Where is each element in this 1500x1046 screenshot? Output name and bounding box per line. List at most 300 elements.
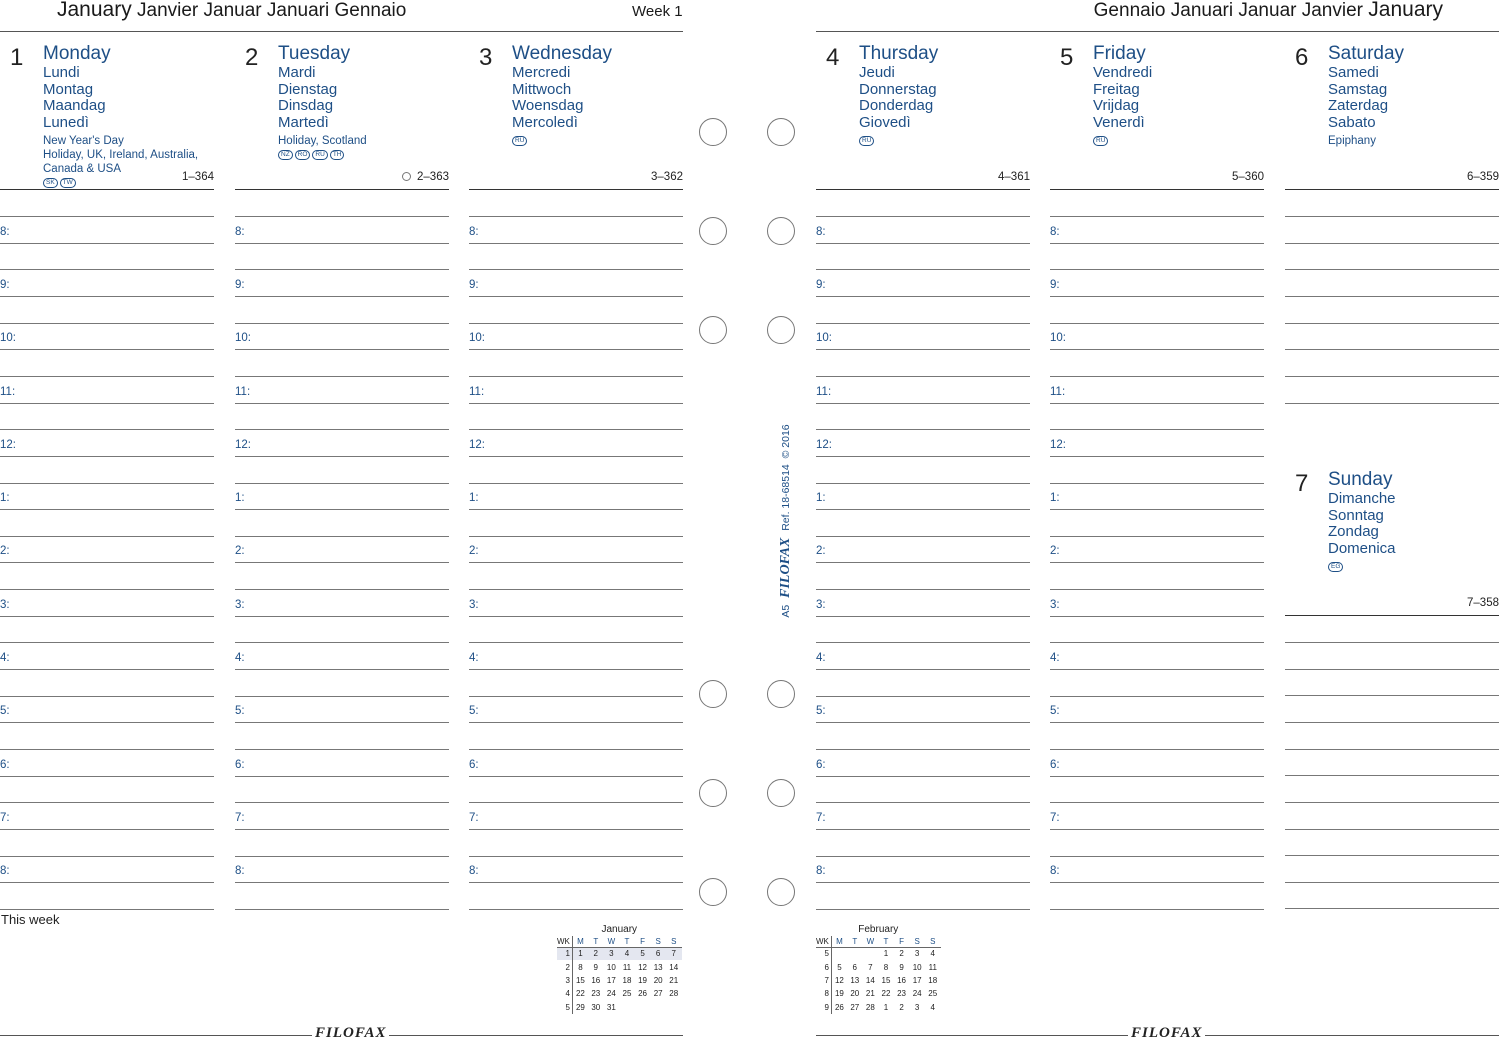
rule-line bbox=[469, 216, 683, 217]
rule-line bbox=[1050, 349, 1264, 350]
day-number: 7 bbox=[1295, 470, 1309, 497]
day-number: 6 bbox=[1295, 44, 1309, 71]
rule-line bbox=[469, 589, 683, 590]
day-events bbox=[278, 134, 367, 148]
hour-label: 11: bbox=[816, 386, 832, 398]
day-count bbox=[1467, 597, 1499, 609]
hour-label: 6: bbox=[235, 759, 245, 771]
hour-label: 6: bbox=[1050, 759, 1060, 771]
day-names bbox=[278, 43, 350, 131]
hour-label: 12: bbox=[235, 439, 251, 451]
mini-calendar-cell: 23 bbox=[897, 989, 907, 999]
hour-label: 12: bbox=[0, 439, 16, 451]
day-count bbox=[402, 171, 449, 183]
rule-line bbox=[0, 589, 214, 590]
hour-label: 1: bbox=[469, 492, 479, 504]
mini-calendar-header: T bbox=[619, 936, 635, 947]
mini-calendar-cell: 3 bbox=[557, 974, 572, 987]
punch-hole bbox=[699, 878, 727, 906]
day-count bbox=[651, 171, 683, 183]
country-badge: RO bbox=[295, 150, 311, 160]
day-count bbox=[1232, 171, 1264, 183]
rule-line bbox=[235, 829, 449, 830]
day-name-translation: Jeudi bbox=[859, 64, 895, 81]
rule-line bbox=[235, 296, 449, 297]
rule-line bbox=[235, 669, 449, 670]
hour-label: 2: bbox=[0, 545, 10, 557]
rule-line bbox=[1050, 562, 1264, 563]
right-month-primary: January bbox=[1368, 0, 1443, 21]
rule-line bbox=[469, 483, 683, 484]
mini-calendar-grid bbox=[816, 936, 941, 1014]
day-header-rule bbox=[1285, 189, 1499, 190]
rule-line bbox=[235, 456, 449, 457]
hour-label: 1: bbox=[0, 492, 10, 504]
rule-line bbox=[235, 696, 449, 697]
country-badge: RU bbox=[1093, 136, 1108, 146]
holiday-badges bbox=[859, 136, 874, 146]
rule-line bbox=[816, 642, 1030, 643]
mini-calendar-cell: 8 bbox=[816, 987, 831, 1000]
day-name-english: Wednesday bbox=[512, 43, 612, 64]
rule-line bbox=[235, 642, 449, 643]
hour-label: 5: bbox=[1050, 705, 1060, 717]
day-header-rule bbox=[469, 189, 683, 190]
mini-calendar-header: T bbox=[878, 936, 894, 947]
mini-calendar-cell: 5 bbox=[635, 947, 651, 960]
rule-line bbox=[816, 589, 1030, 590]
mini-calendar-month: February bbox=[858, 924, 899, 935]
mini-calendar-cell: 3 bbox=[914, 949, 920, 959]
mini-calendar-cell: 23 bbox=[591, 989, 601, 999]
day-name-translation: Lundi bbox=[43, 64, 80, 81]
event-text: Holiday, UK, Ireland, Australia, bbox=[43, 149, 199, 161]
mini-calendar-cell: 24 bbox=[912, 989, 922, 999]
rule-line bbox=[235, 403, 449, 404]
mini-calendar-cell: 22 bbox=[881, 989, 891, 999]
day-header-rule bbox=[1285, 615, 1499, 616]
day-number: 5 bbox=[1060, 44, 1074, 71]
mini-calendar-cell: 3 bbox=[604, 947, 620, 960]
hour-label: 12: bbox=[469, 439, 485, 451]
mini-calendar-cell bbox=[831, 947, 847, 960]
hour-label: 10: bbox=[469, 332, 485, 344]
hour-label: 3: bbox=[0, 599, 10, 611]
rule-line bbox=[469, 429, 683, 430]
rule-line bbox=[1285, 855, 1499, 856]
mini-calendar-cell: 11 bbox=[622, 962, 632, 972]
rule-line bbox=[0, 349, 214, 350]
rule-line bbox=[1050, 776, 1264, 777]
rule-line bbox=[469, 642, 683, 643]
mini-calendar-cell: 30 bbox=[591, 1002, 601, 1012]
this-week-label: This week bbox=[1, 912, 60, 927]
mini-calendar-header: WK bbox=[816, 936, 831, 947]
day-count bbox=[1467, 171, 1499, 183]
mini-calendar-cell: 27 bbox=[850, 1002, 860, 1012]
event-text: Canada & USA bbox=[43, 163, 121, 175]
day-name-translation: Zaterdag bbox=[1328, 97, 1389, 114]
rule-line bbox=[816, 376, 1030, 377]
rule-line bbox=[1050, 722, 1264, 723]
hour-label: 7: bbox=[469, 812, 479, 824]
mini-calendar-cell: 11 bbox=[928, 962, 937, 972]
day-name-translation: Zondag bbox=[1328, 523, 1379, 540]
rule-line bbox=[0, 243, 214, 244]
hour-label: 9: bbox=[469, 279, 479, 291]
country-badge: EG bbox=[1328, 562, 1343, 572]
event-text: Epiphany bbox=[1328, 135, 1376, 147]
day-name-translation: Domenica bbox=[1328, 539, 1396, 557]
mini-calendar-header: F bbox=[894, 936, 910, 947]
rule-line bbox=[0, 456, 214, 457]
mini-calendar-cell: 31 bbox=[606, 1002, 616, 1012]
mini-calendar-cell: 27 bbox=[653, 989, 663, 999]
event-text: Holiday, Scotland bbox=[278, 135, 367, 147]
hour-label: 7: bbox=[0, 812, 10, 824]
mini-calendar-cell bbox=[666, 1001, 682, 1014]
rule-line bbox=[469, 776, 683, 777]
mini-calendar-cell: 4 bbox=[930, 1002, 935, 1012]
mini-calendar-cell bbox=[619, 1001, 635, 1014]
rule-line bbox=[469, 376, 683, 377]
rule-line bbox=[816, 562, 1030, 563]
country-badge: RU bbox=[312, 150, 327, 160]
rule-line bbox=[816, 722, 1030, 723]
holiday-badges bbox=[512, 136, 527, 146]
spine-ref: Ref. 18-68514 bbox=[780, 464, 792, 531]
hour-label: 2: bbox=[469, 545, 479, 557]
rule-line bbox=[1285, 216, 1499, 217]
hour-label: 11: bbox=[235, 386, 251, 398]
mini-calendar-cell: 22 bbox=[575, 989, 585, 999]
country-badge: RU bbox=[859, 136, 874, 146]
hour-label: 4: bbox=[816, 652, 826, 664]
mini-calendar-grid bbox=[557, 936, 682, 1014]
rule-line bbox=[0, 323, 214, 324]
rule-line bbox=[0, 562, 214, 563]
rule-line bbox=[1050, 856, 1264, 857]
hour-label: 8: bbox=[469, 865, 479, 877]
rule-line bbox=[1285, 775, 1499, 776]
rule-line bbox=[235, 749, 449, 750]
hour-label: 6: bbox=[469, 759, 479, 771]
hour-label: 4: bbox=[469, 652, 479, 664]
hour-label: 10: bbox=[0, 332, 16, 344]
hour-label: 4: bbox=[235, 652, 245, 664]
hour-label: 5: bbox=[816, 705, 826, 717]
day-name-translation: Montag bbox=[43, 80, 94, 98]
mini-calendar-cell: 1 bbox=[883, 949, 889, 959]
rule-line bbox=[0, 509, 214, 510]
day-header-rule bbox=[816, 189, 1030, 190]
rule-line bbox=[469, 856, 683, 857]
mini-calendar-cell: 14 bbox=[865, 975, 875, 985]
task-circle-icon bbox=[402, 172, 411, 181]
mini-calendar-cell: 9 bbox=[816, 1001, 831, 1014]
mini-calendar-cell bbox=[847, 947, 863, 960]
mini-calendar-header: S bbox=[650, 936, 666, 947]
rule-line bbox=[1050, 243, 1264, 244]
day-name-translation: Mardi bbox=[278, 64, 316, 81]
mini-calendar-header: T bbox=[847, 936, 863, 947]
hour-label: 8: bbox=[0, 865, 10, 877]
rule-line bbox=[469, 749, 683, 750]
event-text: New Year's Day bbox=[43, 135, 124, 147]
rule-line bbox=[1285, 403, 1499, 404]
rule-line bbox=[816, 802, 1030, 803]
hour-label: 9: bbox=[816, 279, 826, 291]
mini-calendar-cell: 5 bbox=[837, 962, 842, 972]
rule-line bbox=[1285, 243, 1499, 244]
mini-calendar-cell: 15 bbox=[575, 975, 585, 985]
day-names bbox=[1093, 43, 1152, 131]
hour-label: 4: bbox=[0, 652, 10, 664]
hour-label: 7: bbox=[816, 812, 826, 824]
rule-line bbox=[469, 802, 683, 803]
rule-line bbox=[0, 642, 214, 643]
mini-calendar-cell: 1 bbox=[883, 1002, 889, 1012]
rule-line bbox=[1285, 669, 1499, 670]
rule-line bbox=[816, 483, 1030, 484]
mini-calendar-cell: 1 bbox=[572, 947, 588, 960]
day-name-english: Friday bbox=[1093, 43, 1146, 64]
mini-calendar-cell: 9 bbox=[593, 962, 598, 972]
rule-line bbox=[469, 456, 683, 457]
day-name-translation: Mercoledì bbox=[512, 113, 578, 131]
rule-line bbox=[0, 296, 214, 297]
holiday-badges bbox=[1328, 562, 1343, 572]
mini-calendar-cell: 7 bbox=[666, 947, 682, 960]
left-month-primary: January bbox=[57, 0, 132, 21]
rule-line bbox=[1050, 749, 1264, 750]
rule-line bbox=[816, 749, 1030, 750]
rule-line bbox=[235, 376, 449, 377]
mini-calendar-cell bbox=[863, 947, 879, 960]
mini-calendar-cell: 15 bbox=[881, 975, 891, 985]
rule-line bbox=[1050, 909, 1264, 910]
day-name-english: Sunday bbox=[1328, 469, 1393, 490]
rule-line bbox=[1050, 589, 1264, 590]
rule-line bbox=[235, 429, 449, 430]
day-header-rule bbox=[1050, 189, 1264, 190]
hour-label: 3: bbox=[235, 599, 245, 611]
hour-label: 12: bbox=[1050, 439, 1066, 451]
rule-line bbox=[0, 909, 214, 910]
hour-label: 8: bbox=[816, 226, 826, 238]
rule-line bbox=[816, 216, 1030, 217]
mini-calendar-header: M bbox=[831, 936, 847, 947]
day-names bbox=[859, 43, 938, 131]
day-name-translation: Venerdì bbox=[1093, 113, 1145, 131]
hour-label: 10: bbox=[1050, 332, 1066, 344]
left-header-rule bbox=[0, 31, 683, 32]
day-name-translation: Lunedì bbox=[43, 113, 89, 131]
mini-calendar-cell: 28 bbox=[865, 1002, 875, 1012]
rule-line bbox=[1050, 456, 1264, 457]
day-name-translation: Freitag bbox=[1093, 80, 1140, 98]
day-count-text: 1–364 bbox=[182, 171, 214, 183]
mini-calendar-cell bbox=[650, 1001, 666, 1014]
mini-calendar-cell: 19 bbox=[834, 989, 844, 999]
hour-label: 8: bbox=[0, 226, 10, 238]
mini-calendar-header: WK bbox=[557, 936, 572, 947]
day-name-translation: Sonntag bbox=[1328, 506, 1384, 524]
rule-line bbox=[1050, 323, 1264, 324]
day-names bbox=[1328, 469, 1396, 557]
rule-line bbox=[1285, 829, 1499, 830]
hour-label: 4: bbox=[1050, 652, 1060, 664]
mini-calendar-cell: 10 bbox=[912, 962, 922, 972]
hour-label: 8: bbox=[816, 865, 826, 877]
mini-calendar-cell: 26 bbox=[638, 989, 648, 999]
hour-label: 8: bbox=[1050, 226, 1060, 238]
hour-label: 1: bbox=[816, 492, 826, 504]
rule-line bbox=[816, 616, 1030, 617]
mini-calendar-cell: 20 bbox=[653, 975, 663, 985]
mini-calendar-cell: 2 bbox=[557, 960, 572, 973]
hour-label: 1: bbox=[235, 492, 245, 504]
rule-line bbox=[469, 403, 683, 404]
week-label: Week 1 bbox=[632, 3, 683, 20]
mini-calendar-cell: 19 bbox=[638, 975, 648, 985]
holiday-badges bbox=[43, 178, 76, 188]
hour-label: 11: bbox=[1050, 386, 1066, 398]
punch-hole bbox=[767, 878, 795, 906]
mini-calendar-cell: 4 bbox=[557, 987, 572, 1000]
country-badge: NZ bbox=[278, 150, 293, 160]
mini-calendar-cell: 5 bbox=[816, 947, 831, 960]
rule-line bbox=[1285, 882, 1499, 883]
day-name-english: Monday bbox=[43, 43, 111, 64]
punch-hole bbox=[767, 316, 795, 344]
rule-line bbox=[0, 269, 214, 270]
mini-calendar-cell: 3 bbox=[914, 1002, 920, 1012]
hour-label: 7: bbox=[235, 812, 245, 824]
day-name-translation: Vendredi bbox=[1093, 64, 1153, 81]
rule-line bbox=[816, 509, 1030, 510]
punch-hole bbox=[699, 680, 727, 708]
punch-hole bbox=[699, 217, 727, 245]
hour-label: 1: bbox=[1050, 492, 1060, 504]
day-count-text: 4–361 bbox=[998, 171, 1030, 183]
mini-calendar-cell bbox=[635, 1001, 651, 1014]
hour-label: 9: bbox=[1050, 279, 1060, 291]
rule-line bbox=[235, 483, 449, 484]
rule-line bbox=[235, 856, 449, 857]
day-name-translation: Martedì bbox=[278, 113, 329, 131]
mini-calendar-cell: 2 bbox=[588, 947, 604, 960]
mini-calendar-cell: 12 bbox=[834, 975, 844, 985]
rule-line bbox=[1050, 882, 1264, 883]
mini-calendar-header: F bbox=[635, 936, 651, 947]
day-events bbox=[1328, 134, 1376, 148]
hour-label: 11: bbox=[469, 386, 485, 398]
day-count-text: 5–360 bbox=[1232, 171, 1264, 183]
mini-calendar-header: S bbox=[666, 936, 682, 947]
rule-line bbox=[0, 376, 214, 377]
hour-label: 8: bbox=[235, 865, 245, 877]
rule-line bbox=[816, 536, 1030, 537]
mini-calendar-cell: 25 bbox=[622, 989, 632, 999]
hour-label: 8: bbox=[235, 226, 245, 238]
day-column-sunday bbox=[1285, 426, 1499, 609]
rule-line bbox=[1050, 829, 1264, 830]
rule-line bbox=[816, 909, 1030, 910]
mini-calendar-cell: 24 bbox=[606, 989, 616, 999]
mini-calendar-cell: 6 bbox=[852, 962, 857, 972]
hour-label: 3: bbox=[816, 599, 826, 611]
mini-calendar-header: W bbox=[863, 936, 879, 947]
rule-line bbox=[1050, 429, 1264, 430]
rule-line bbox=[235, 536, 449, 537]
day-name-translation: Mittwoch bbox=[512, 80, 572, 98]
rule-line bbox=[816, 696, 1030, 697]
day-header-rule bbox=[0, 189, 214, 190]
rule-line bbox=[469, 696, 683, 697]
day-name-translation: Donderdag bbox=[859, 97, 934, 114]
mini-calendar-cell: 13 bbox=[850, 975, 860, 985]
mini-calendar-header: M bbox=[572, 936, 588, 947]
rule-line bbox=[1050, 802, 1264, 803]
day-events bbox=[43, 134, 198, 176]
rule-line bbox=[469, 669, 683, 670]
rule-line bbox=[816, 429, 1030, 430]
rule-line bbox=[469, 909, 683, 910]
rule-line bbox=[0, 829, 214, 830]
day-number: 1 bbox=[10, 44, 24, 71]
punch-hole bbox=[699, 316, 727, 344]
mini-calendar-cell: 17 bbox=[912, 975, 922, 985]
rule-line bbox=[469, 243, 683, 244]
day-names bbox=[1328, 43, 1404, 131]
day-count-text: 3–362 bbox=[651, 171, 683, 183]
rule-line bbox=[0, 536, 214, 537]
rule-line bbox=[1050, 269, 1264, 270]
rule-line bbox=[1050, 616, 1264, 617]
mini-calendar-cell: 8 bbox=[883, 962, 889, 972]
mini-calendar-cell: 14 bbox=[669, 962, 679, 972]
rule-line bbox=[0, 616, 214, 617]
day-count bbox=[182, 171, 214, 183]
right-header-rule bbox=[816, 31, 1499, 32]
rule-line bbox=[0, 429, 214, 430]
day-count-text: 7–358 bbox=[1467, 597, 1499, 609]
rule-line bbox=[0, 216, 214, 217]
rule-line bbox=[0, 856, 214, 857]
right-footer-logo: FILOFAX bbox=[1128, 1025, 1205, 1042]
rule-line bbox=[816, 856, 1030, 857]
rule-line bbox=[235, 562, 449, 563]
hour-label: 3: bbox=[469, 599, 479, 611]
right-month-translations: Gennaio Januari Januar Janvier bbox=[1093, 0, 1363, 21]
mini-calendar-header: S bbox=[925, 936, 941, 947]
mini-calendar-cell: 7 bbox=[868, 962, 873, 972]
rule-line bbox=[0, 403, 214, 404]
day-number: 4 bbox=[826, 44, 840, 71]
mini-calendar-cell: 21 bbox=[669, 975, 679, 985]
rule-line bbox=[235, 349, 449, 350]
rule-line bbox=[1285, 296, 1499, 297]
rule-line bbox=[469, 323, 683, 324]
punch-hole bbox=[699, 118, 727, 146]
day-name-translation: Sabato bbox=[1328, 113, 1376, 131]
rule-line bbox=[816, 776, 1030, 777]
mini-calendar-cell: 7 bbox=[816, 974, 831, 987]
country-badge: TH bbox=[330, 150, 345, 160]
rule-line bbox=[816, 456, 1030, 457]
rule-line bbox=[1050, 483, 1264, 484]
